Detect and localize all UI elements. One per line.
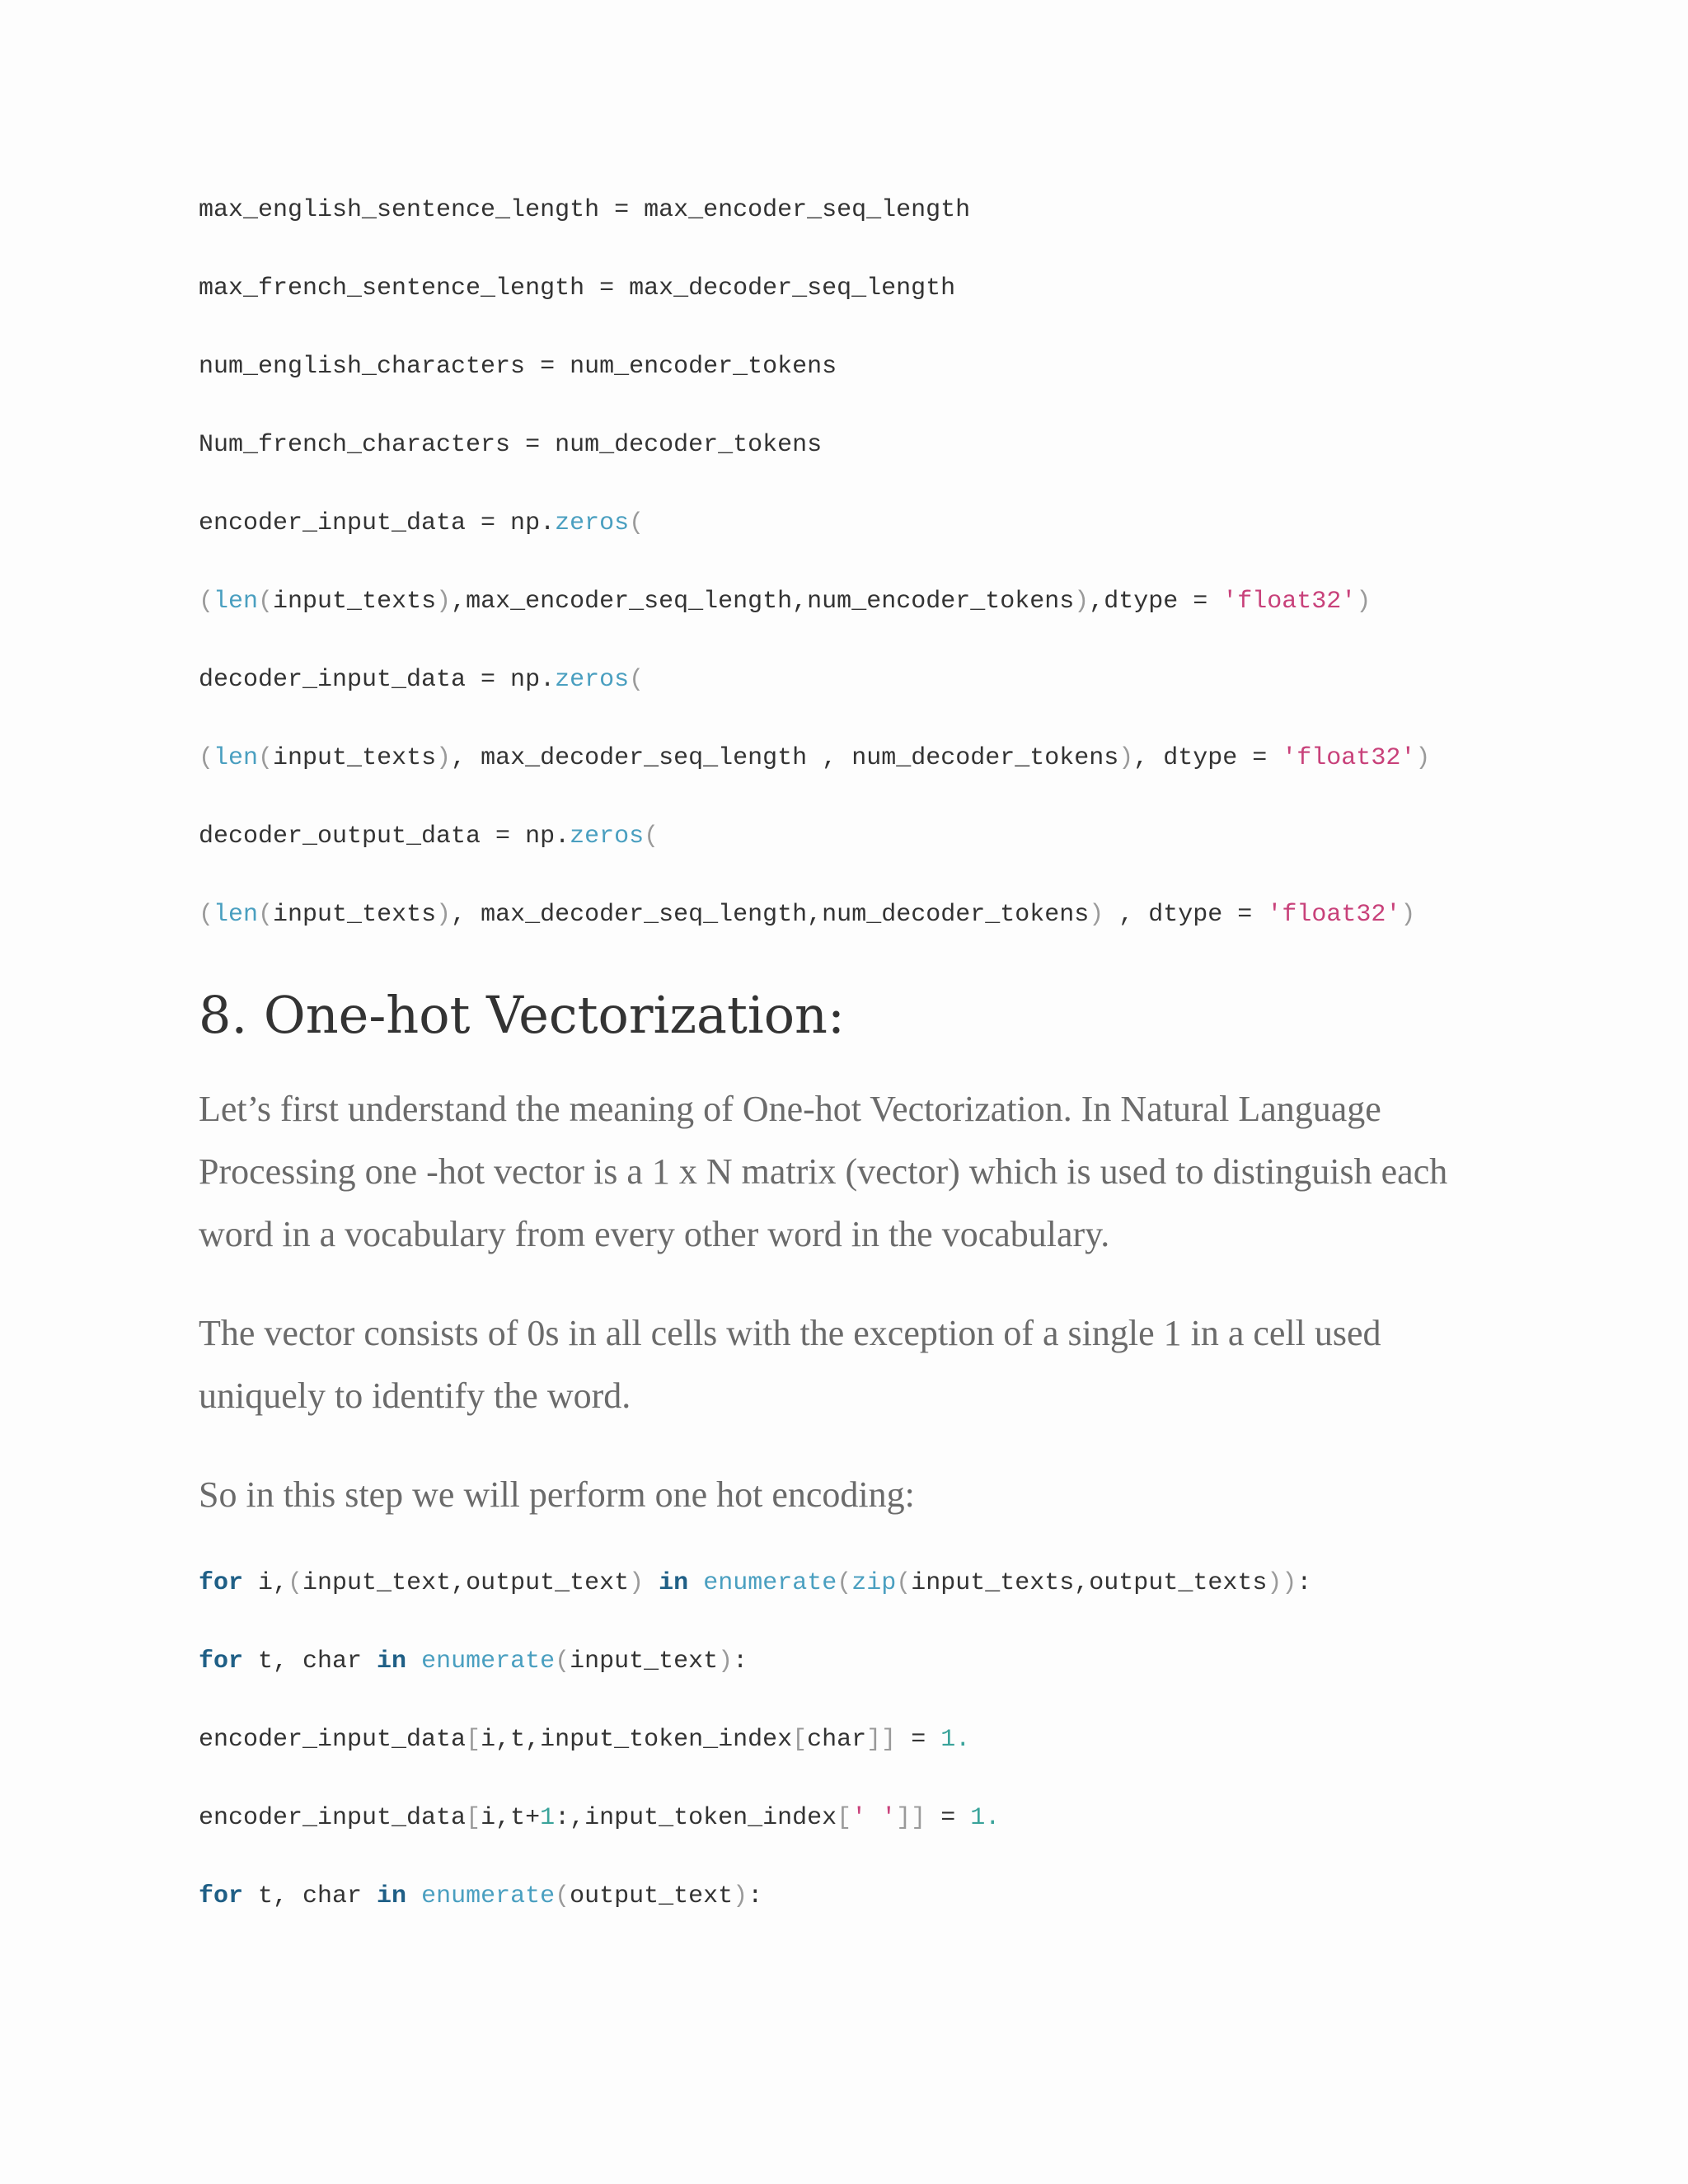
code-token: [ <box>792 1726 808 1754</box>
code-token <box>644 1569 659 1597</box>
code-token: ]] <box>866 1726 897 1754</box>
code-token: ( <box>896 1569 912 1597</box>
code-token: in <box>659 1569 689 1597</box>
code-token: [ <box>466 1726 481 1754</box>
code-token: 'float32' <box>1282 744 1416 772</box>
code-token: ) <box>629 1569 645 1597</box>
code-token: input_text <box>570 1647 719 1675</box>
code-token: )) <box>1267 1569 1297 1597</box>
code-token: 1 <box>540 1804 556 1832</box>
code-token: [ <box>466 1804 481 1832</box>
code-line <box>199 900 1415 930</box>
code-token: , dtype = <box>1133 744 1282 772</box>
code-token: ) <box>1400 901 1416 929</box>
code-token: ' ' <box>851 1804 897 1832</box>
code-token: max_english_sentence_length = max_encoder_seq_length <box>199 196 971 224</box>
code-token: ) <box>733 1882 748 1910</box>
code-token <box>406 1647 421 1675</box>
code-token: input_texts <box>273 588 437 616</box>
code-token: encoder_input_data <box>199 1804 467 1832</box>
code-token: num_english_characters = num_encoder_tokens <box>199 353 837 381</box>
code-token: ) <box>436 744 452 772</box>
code-token: = <box>896 1726 941 1754</box>
code-token: t, char <box>243 1882 377 1910</box>
code-token: len <box>213 744 259 772</box>
code-token: ( <box>629 666 645 694</box>
code-token: i,t,input_token_index <box>481 1726 793 1754</box>
code-line <box>199 430 822 460</box>
code-token: input_texts <box>273 744 437 772</box>
code-token: max_french_sentence_length = max_decoder_seq_length <box>199 274 956 302</box>
code-token: decoder_input_data = np. <box>199 666 556 694</box>
code-token: 'float32' <box>1267 901 1401 929</box>
code-token: t, char <box>243 1647 377 1675</box>
paragraph-one-hot-definition: Let’s first understand the meaning of One-hot Vectorization. In Natural Language Processing one -hot vector is a 1 x N matrix (vector) which is used to distinguish each word in a vocabulary from every other word in the vocabulary. <box>199 1089 1448 1254</box>
code-token: 'float32' <box>1222 588 1357 616</box>
code-token: ) <box>1415 744 1431 772</box>
code-line <box>199 665 644 695</box>
code-token: zip <box>851 1569 897 1597</box>
code-token: in <box>377 1882 407 1910</box>
code-line <box>199 822 659 851</box>
code-token: ,dtype = <box>1089 588 1223 616</box>
code-line <box>199 1803 1000 1833</box>
code-token: ( <box>288 1569 303 1597</box>
paragraph-vector-description: The vector consists of 0s in all cells with the exception of a single 1 in a cell used uniquely to identify the word. <box>199 1313 1381 1416</box>
code-token: ( <box>837 1569 852 1597</box>
code-line <box>199 1647 748 1676</box>
code-token: zeros <box>555 509 630 537</box>
section-heading: 8. One-hot Vectorization: <box>199 985 845 1045</box>
code-token: , max_decoder_seq_length,num_decoder_tokens <box>451 901 1090 929</box>
code-token: [ <box>837 1804 852 1832</box>
code-token: input_text,output_text <box>302 1569 630 1597</box>
code-token: ) <box>718 1647 734 1675</box>
code-token: for <box>199 1569 244 1597</box>
code-token: ) <box>436 588 452 616</box>
code-token: i,t+ <box>481 1804 541 1832</box>
code-token: ( <box>258 588 274 616</box>
code-line <box>199 274 955 303</box>
code-token: ) <box>1356 588 1372 616</box>
code-token: ( <box>644 823 659 851</box>
code-token: enumerate <box>703 1569 837 1597</box>
code-token: decoder_output_data = np. <box>199 823 570 851</box>
code-token: for <box>199 1647 244 1675</box>
code-token: enumerate <box>421 1647 556 1675</box>
code-token: ( <box>199 588 214 616</box>
code-token: output_text <box>570 1882 734 1910</box>
code-token: ( <box>629 509 645 537</box>
code-token: ( <box>199 744 214 772</box>
code-line <box>199 743 1430 773</box>
code-token: ( <box>555 1882 570 1910</box>
code-token: encoder_input_data = np. <box>199 509 556 537</box>
code-token <box>688 1569 703 1597</box>
code-token: zeros <box>570 823 645 851</box>
code-token: 1. <box>940 1726 971 1754</box>
code-token: len <box>213 901 259 929</box>
code-token: input_texts,output_texts <box>911 1569 1268 1597</box>
code-token: ,max_encoder_seq_length,num_encoder_tokens <box>451 588 1075 616</box>
code-token: : <box>748 1882 763 1910</box>
code-token: i, <box>243 1569 288 1597</box>
code-token <box>406 1882 421 1910</box>
code-token: ) <box>1089 901 1104 929</box>
code-token: Num_french_characters = num_decoder_tokens <box>199 431 823 459</box>
code-token: char <box>807 1726 867 1754</box>
code-token: , dtype = <box>1104 901 1268 929</box>
code-line <box>199 509 644 538</box>
code-line <box>199 195 970 225</box>
code-token: zeros <box>555 666 630 694</box>
code-token: , max_decoder_seq_length , num_decoder_tokens <box>451 744 1119 772</box>
code-token: ( <box>199 901 214 929</box>
code-token: in <box>377 1647 407 1675</box>
code-line <box>199 1882 762 1911</box>
code-token: ( <box>258 901 274 929</box>
code-token: enumerate <box>421 1882 556 1910</box>
code-token: ) <box>436 901 452 929</box>
code-token: = <box>926 1804 971 1832</box>
code-line <box>199 352 837 382</box>
code-token: encoder_input_data <box>199 1726 467 1754</box>
code-token: 1. <box>970 1804 1001 1832</box>
code-token: :,input_token_index <box>555 1804 837 1832</box>
code-token: input_texts <box>273 901 437 929</box>
code-token: ( <box>258 744 274 772</box>
code-token: ) <box>1074 588 1090 616</box>
code-token: : <box>1296 1569 1312 1597</box>
code-line <box>199 587 1371 616</box>
paragraph-step-intro: So in this step we will perform one hot encoding: <box>199 1474 915 1515</box>
code-token: : <box>733 1647 748 1675</box>
code-line <box>199 1725 970 1755</box>
code-token: ) <box>1118 744 1134 772</box>
code-line <box>199 1568 1311 1598</box>
code-token: ( <box>555 1647 570 1675</box>
code-token: for <box>199 1882 244 1910</box>
code-token: ]] <box>896 1804 926 1832</box>
code-token: len <box>213 588 259 616</box>
